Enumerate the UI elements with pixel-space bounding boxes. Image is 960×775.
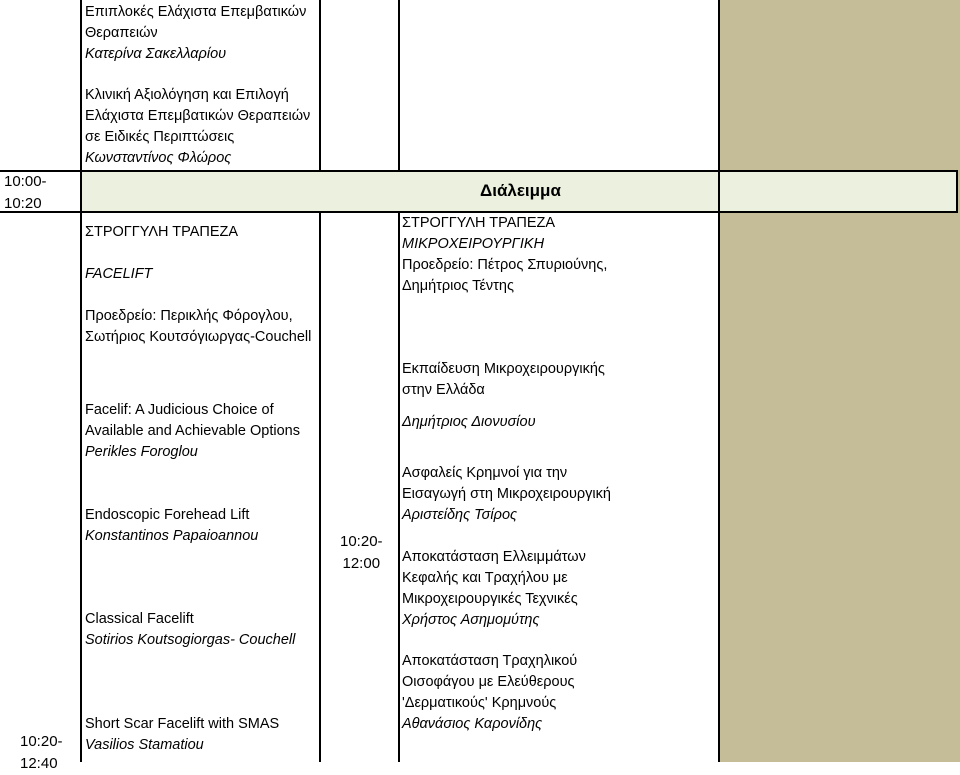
time-line: 12:40 bbox=[20, 755, 58, 772]
talk-title-line: Οισοφάγου με Ελεύθερους bbox=[402, 674, 575, 690]
side-panel-background bbox=[720, 0, 960, 762]
grid-line bbox=[0, 170, 958, 172]
talk-speaker: Χρήστος Ασημομύτης bbox=[402, 612, 540, 628]
session-time bbox=[20, 731, 63, 775]
talk-title-line: Endoscopic Forehead Lift bbox=[85, 507, 250, 523]
round-table-topic-text: ΜΙΚΡΟΧΕΙΡΟΥΡΓΙΚΗ bbox=[402, 236, 545, 252]
talk-title-line: Ασφαλείς Κρημνοί για την bbox=[402, 465, 568, 481]
chairs-line: Προεδρείο: Περικλής Φόρογλου, bbox=[85, 308, 293, 324]
talk-title-line: Αποκατάσταση Τραχηλικού bbox=[402, 653, 578, 669]
talk-item bbox=[85, 714, 279, 756]
talk-title-line: Επιπλοκές Ελάχιστα Επεμβατικών bbox=[85, 4, 307, 20]
talk-title-line: Κεφαλής και Τραχήλου με bbox=[402, 570, 568, 586]
talk-speaker: Sotirios Koutsogiorgas- Couchell bbox=[85, 632, 296, 648]
talk-speaker: Δημήτριος Διονυσίου bbox=[402, 414, 536, 430]
talk-title-line: Available and Achievable Options bbox=[85, 423, 300, 439]
talk-item bbox=[85, 400, 300, 463]
time-line: 10:20- bbox=[340, 533, 383, 550]
talk-complications bbox=[85, 2, 306, 65]
talk-speaker: Vasilios Stamatiou bbox=[85, 737, 204, 753]
talk-title-line: Short Scar Facelift with SMAS bbox=[85, 716, 280, 732]
talk-item bbox=[402, 651, 577, 735]
talk-title-line: Κλινική Αξιολόγηση και Επιλογή bbox=[85, 87, 289, 103]
talk-title-line: 'Δερματικούς' Κρημνούς bbox=[402, 695, 557, 711]
talk-speaker: Αριστείδης Τσίρος bbox=[402, 507, 518, 523]
session-time-microsurgery bbox=[340, 531, 383, 575]
grid-line bbox=[319, 212, 321, 762]
talk-speaker: Κατερίνα Σακελλαρίου bbox=[85, 46, 227, 62]
talk-title-line: Μικροχειρουργικές Τεχνικές bbox=[402, 591, 578, 607]
round-table-label: ΣΤΡΟΓΓΥΛΗ ΤΡΑΠΕΖΑ bbox=[85, 224, 239, 240]
grid-line bbox=[398, 212, 400, 762]
time-line: 10:20- bbox=[20, 733, 63, 750]
grid-line bbox=[398, 0, 400, 171]
talk-item bbox=[402, 359, 605, 433]
talk-title-line: Facelif: A Judicious Choice of bbox=[85, 402, 274, 418]
talk-title-line: Classical Facelift bbox=[85, 611, 194, 627]
chairs-line: Σωτήριος Κουτσόγιωργας-Couchell bbox=[85, 329, 312, 345]
talk-title-line: Αποκατάσταση Ελλειμμάτων bbox=[402, 549, 586, 565]
talk-speaker: Konstantinos Papaioannou bbox=[85, 528, 259, 544]
talk-item bbox=[85, 609, 295, 651]
round-table-label: ΣΤΡΟΓΓΥΛΗ ΤΡΑΠΕΖΑ bbox=[402, 215, 556, 231]
talk-clinical-evaluation bbox=[85, 85, 310, 169]
round-table-facelift bbox=[85, 222, 238, 243]
time-line: 12:00 bbox=[342, 555, 381, 572]
grid-line bbox=[718, 0, 720, 762]
break-time bbox=[4, 171, 47, 215]
round-table-microsurgery bbox=[402, 213, 607, 297]
talk-item bbox=[85, 505, 258, 547]
time-line: 10:00- bbox=[4, 173, 47, 190]
talk-item bbox=[402, 547, 586, 631]
grid-line bbox=[956, 171, 958, 212]
round-table-topic-text: FACELIFT bbox=[85, 266, 153, 282]
talk-speaker: Αθανάσιος Καρονίδης bbox=[402, 716, 543, 732]
break-label: Διάλειμμα bbox=[480, 181, 561, 200]
talk-title-line: Εισαγωγή στη Μικροχειρουργική bbox=[402, 486, 611, 502]
talk-title-line: στην Ελλάδα bbox=[402, 382, 485, 398]
talk-title-line: Θεραπειών bbox=[85, 25, 158, 41]
time-line: 10:20 bbox=[4, 195, 42, 212]
talk-speaker: Κωνσταντίνος Φλώρος bbox=[85, 150, 232, 166]
round-table-chairs bbox=[85, 306, 311, 348]
round-table-topic bbox=[85, 264, 152, 285]
talk-title-line: Ελάχιστα Επεμβατικών Θεραπειών bbox=[85, 108, 311, 124]
chairs-line: Προεδρείο: Πέτρος Σπυριούνης, bbox=[402, 257, 608, 273]
chairs-line: Δημήτριος Τέντης bbox=[402, 278, 514, 294]
grid-line bbox=[319, 0, 321, 171]
talk-title-line: σε Ειδικές Περιπτώσεις bbox=[85, 129, 235, 145]
talk-speaker: Perikles Foroglou bbox=[85, 444, 198, 460]
talk-title-line: Εκπαίδευση Μικροχειρουργικής bbox=[402, 361, 605, 377]
talk-item bbox=[402, 463, 611, 526]
grid-line bbox=[80, 0, 82, 762]
